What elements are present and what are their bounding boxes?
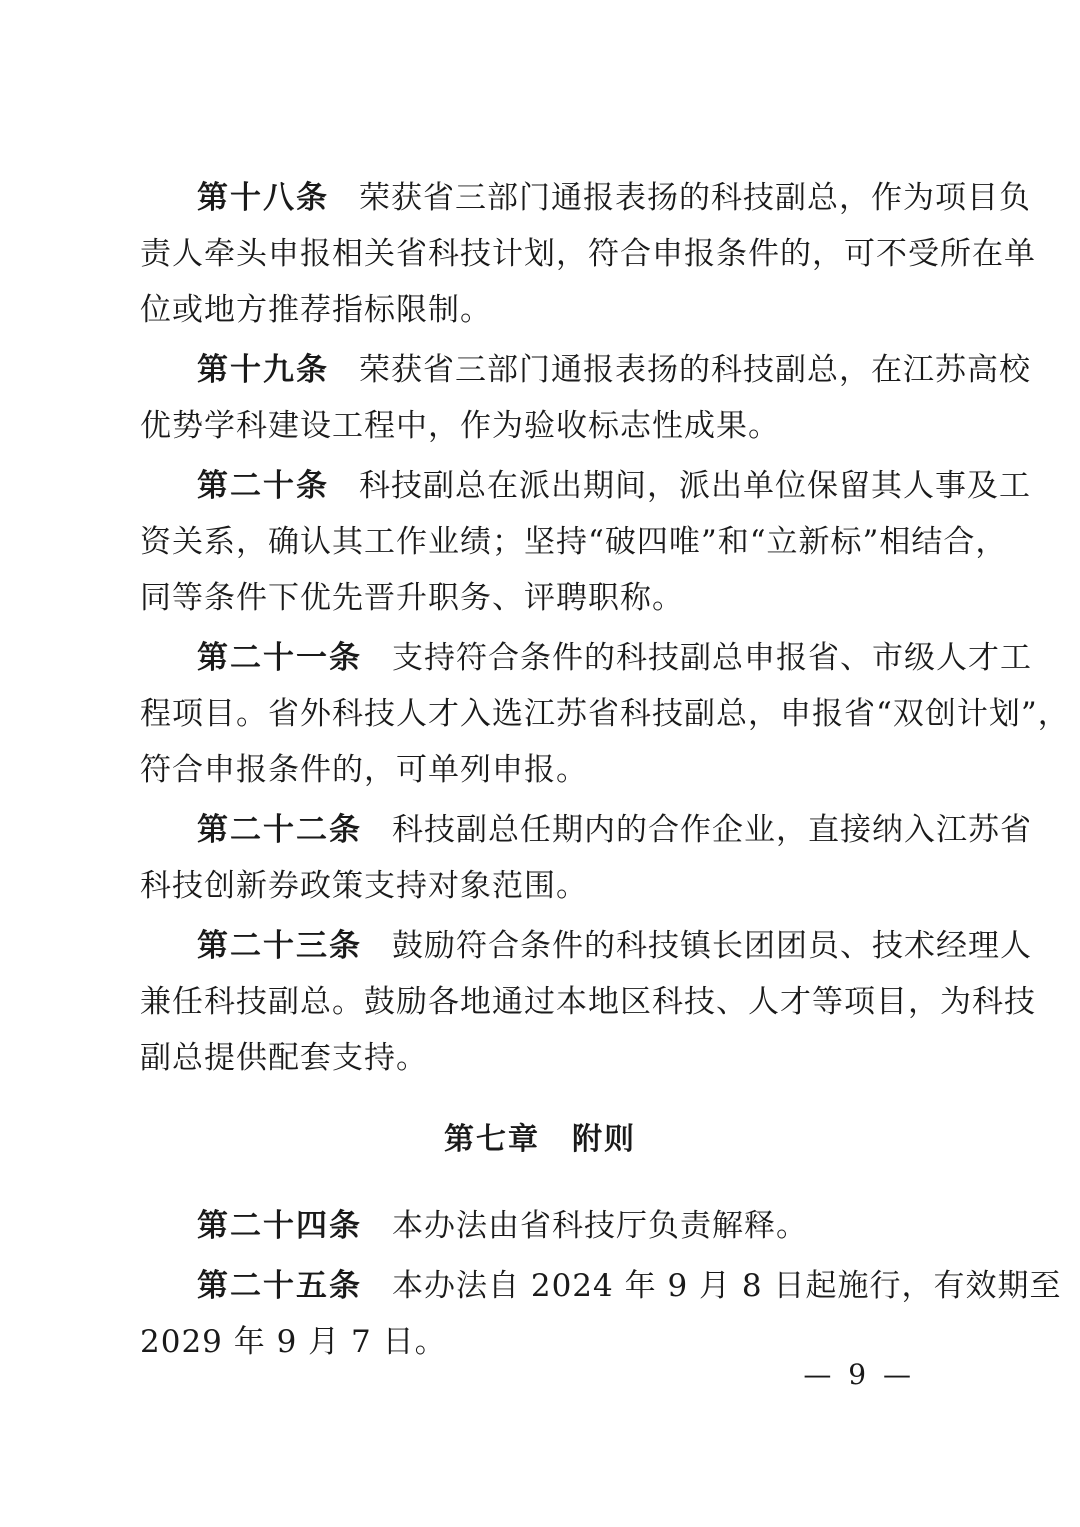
- article-21: [140, 630, 1070, 798]
- article-text: 荣获省三部门通报表扬的科技副总，在江苏高校: [359, 352, 1031, 388]
- page-number: — 9 —: [803, 1358, 915, 1391]
- article-text: 位或地方推荐指标限制。: [140, 292, 492, 328]
- article-number: 第二十三条: [197, 928, 362, 964]
- chapter-heading: [140, 1112, 940, 1168]
- article-24: [140, 1198, 940, 1254]
- article-text: 2029 年 9 月 7 日。: [140, 1324, 447, 1360]
- article-number: 第二十条: [197, 468, 329, 504]
- article-number: 第二十二条: [197, 812, 362, 848]
- article-number: 第十九条: [197, 352, 329, 388]
- article-text: 程项目。省外科技人才入选江苏省科技副总，申报省“双创计划”，: [140, 696, 1070, 732]
- article-number: 第二十五条: [197, 1268, 362, 1304]
- article-text: 本办法自 2024 年 9 月 8 日起施行，有效期至: [392, 1268, 1062, 1304]
- chapter-title: 附则: [572, 1122, 636, 1157]
- article-text: 优势学科建设工程中，作为验收标志性成果。: [140, 408, 780, 444]
- article-number: 第二十四条: [197, 1208, 362, 1244]
- article-text: 支持符合条件的科技副总申报省、市级人才工: [392, 640, 1032, 676]
- article-text: 符合申报条件的，可单列申报。: [140, 752, 588, 788]
- article-text: 荣获省三部门通报表扬的科技副总，作为项目负: [359, 180, 1031, 216]
- article-text: 资关系，确认其工作业绩；坚持“破四唯”和“立新标”相结合，: [140, 524, 1008, 560]
- article-22: [140, 802, 1032, 914]
- article-23: [140, 918, 1036, 1086]
- article-number: 第二十一条: [197, 640, 362, 676]
- article-19: [140, 342, 1031, 454]
- article-20: [140, 458, 1031, 626]
- article-25: [140, 1258, 1062, 1370]
- article-text: 科技副总在派出期间，派出单位保留其人事及工: [359, 468, 1031, 504]
- article-text: 副总提供配套支持。: [140, 1040, 428, 1076]
- article-text: 责人牵头申报相关省科技计划，符合申报条件的，可不受所在单: [140, 236, 1036, 272]
- chapter-number: 第七章: [444, 1122, 540, 1157]
- article-text: 鼓励符合条件的科技镇长团团员、技术经理人: [392, 928, 1032, 964]
- article-text: 科技创新券政策支持对象范围。: [140, 868, 588, 904]
- article-text: 科技副总任期内的合作企业，直接纳入江苏省: [392, 812, 1032, 848]
- article-number: 第十八条: [197, 180, 329, 216]
- article-text: 同等条件下优先晋升职务、评聘职称。: [140, 580, 684, 616]
- article-text: 本办法由省科技厅负责解释。: [392, 1208, 808, 1244]
- article-18: [140, 170, 1036, 338]
- document-page: [140, 170, 1070, 1374]
- article-text: 兼任科技副总。鼓励各地通过本地区科技、人才等项目，为科技: [140, 984, 1036, 1020]
